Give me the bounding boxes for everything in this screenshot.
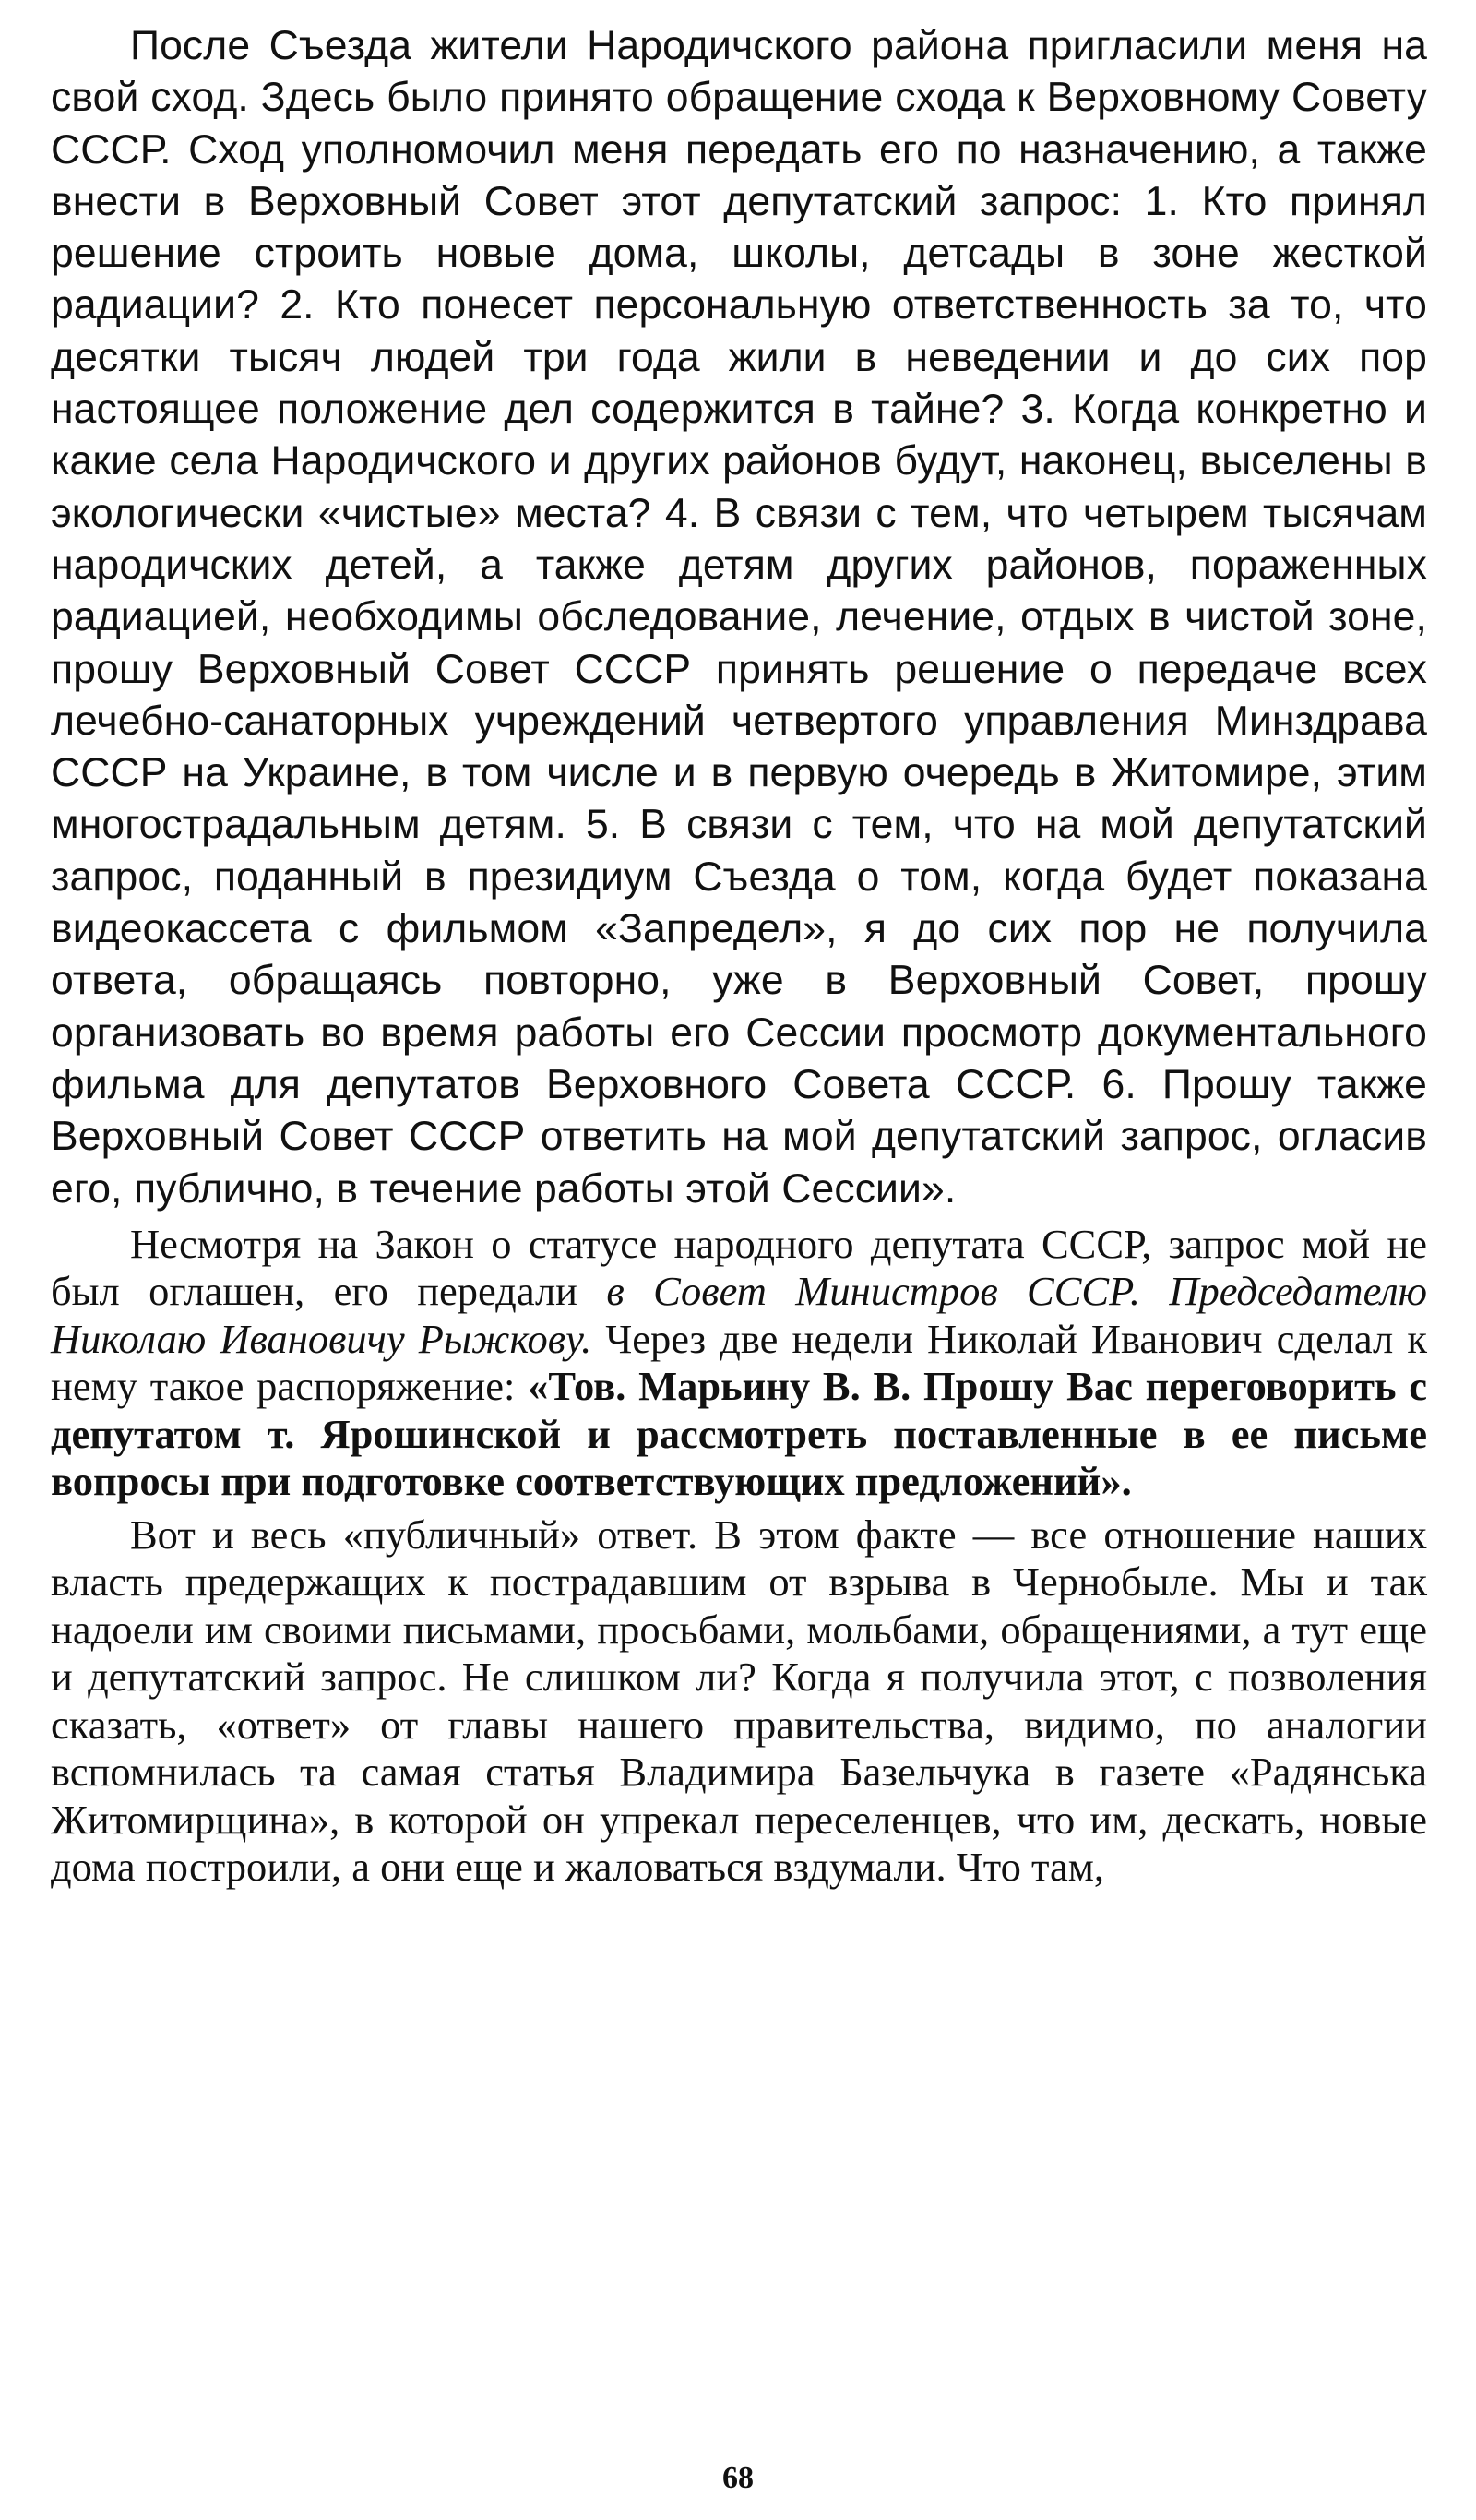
paragraph-deputy-request: После Съезда жители Народичского района пригласили меня на свой сход. Здесь было принято обращение схода к Верховному Совету СССР. Сход уполномочил меня передать его по назначению, а также внести в Верховный Совет этот депутатский запрос: 1. Кто принял решение строить новые дома, школы, детсады в зоне жесткой радиации? 2. Кто понесет персональную ответственность за то, что десятки тысяч людей три года жили в неведении и до сих пор настоящее положение дел содержится в тайне? 3. Когда конкретно и какие села Народичского и других районов будут, наконец, выселены в экологически «чистые» места? 4. В связи с тем, что четырем тысячам народичских детей, а также детям других районов, пораженных радиацией, необходимы обследование, лечение, отдых в чистой зоне, прошу Верховный Совет СССР принять решение о передаче всех лечебно-санаторных учреждений четвертого управления Минздрава СССР на Украине, в том числе и в первую очередь в Житомире, этим многострадальным детям. 5. В связи с тем, что на мой депутатский запрос, поданный в президиум Съезда о том, когда будет показана видеокассета с фильмом «Запредел», я до сих пор не получила ответа, обращаясь повторно, уже в Верховный Совет, прошу организовать во время работы его Сессии просмотр документального фильма для депутатов Верховного Совета СССР. 6. Прошу также Верховный Совет СССР ответить на мой депутатский запрос, огласив его, публично, в течение работы этой Сессии». [51, 23, 1427, 1212]
paragraph-response-start: Несмотря на Закон о статусе народного депутата СССР, запрос мой не был оглашен, его передали [51, 1220, 1427, 1315]
paragraph-response [51, 1221, 1427, 1506]
paragraph-response-addressee: в Совет Министров СССР. Председателю Николаю Ивановичу Рыжкову. [51, 1268, 1427, 1362]
page-number: 68 [722, 2461, 754, 2495]
paragraph-response-quote: «Тов. Марьину В. В. Прошу Вас переговорить с депутатом т. Ярошинской и рассмотреть поставленные в ее письме вопросы при подготовке соответствующих предложений». [51, 1363, 1428, 1505]
paragraph-commentary: Вот и весь «публичный» ответ. В этом факте — все отношение наших власть предержащих к пострадавшим от взрыва в Чернобыле. Мы и так надоели им своими письмами, просьбами, мольбами, обращениями, а тут еще и депутатский запрос. Не слишком ли? Когда я получила этот, с позволения сказать, «ответ» от главы нашего правительства, видимо, по аналогии вспомнилась та самая статья Владимира Базельчука в газете «Радянська Житомирщина», в которой он упрекал переселенцев, что им, дескать, новые дома построили, а они еще и жаловаться вздумали. Что там, [51, 1511, 1427, 1891]
page-body [51, 20, 1427, 1892]
paragraph-response-middle: Через две недели Николай Иванович сделал к нему такое распоряжение: [51, 1315, 1428, 1410]
